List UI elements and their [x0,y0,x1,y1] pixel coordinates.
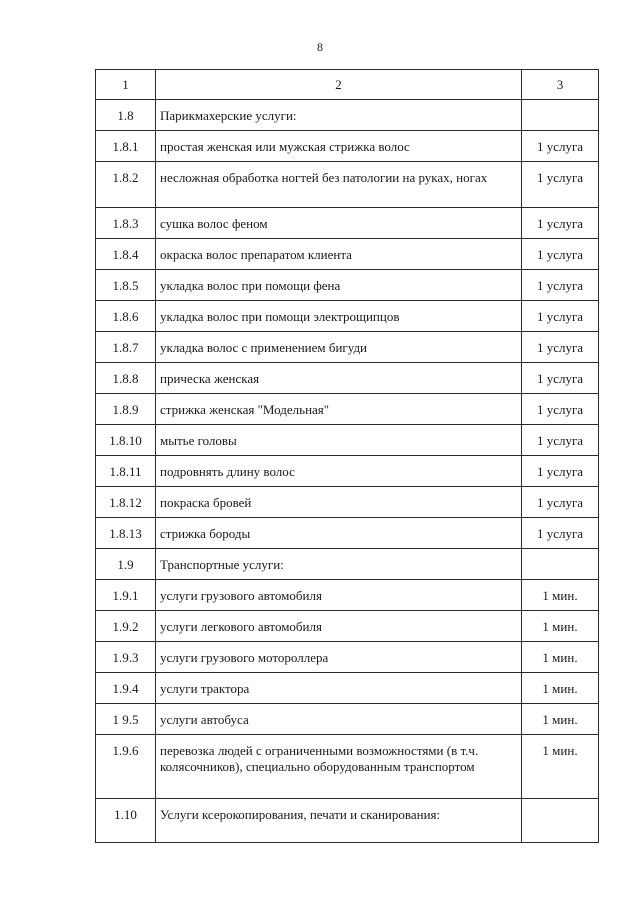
service-name-cell: укладка волос при помощи электрощипцов [156,301,522,332]
row-number-cell: 1.8.1 [96,131,156,162]
service-name-cell: укладка волос при помощи фена [156,270,522,301]
table-row [96,208,599,239]
unit-cell: 1 услуга [522,301,599,332]
row-number-cell: 1.8.2 [96,162,156,208]
service-name-cell: укладка волос с применением бигуди [156,332,522,363]
table-row [96,425,599,456]
service-name-cell: услуги трактора [156,673,522,704]
table-row [96,735,599,799]
row-number-cell: 1.9.1 [96,580,156,611]
unit-cell [522,799,599,843]
column-header-unit: 3 [522,70,599,100]
row-number-cell: 1.8.8 [96,363,156,394]
service-name-cell: сушка волос феном [156,208,522,239]
unit-cell: 1 услуга [522,332,599,363]
service-name-cell: услуги легкового автомобиля [156,611,522,642]
row-number-cell: 1.9.2 [96,611,156,642]
service-name-cell: окраска волос препаратом клиента [156,239,522,270]
unit-cell: 1 услуга [522,270,599,301]
unit-cell: 1 услуга [522,208,599,239]
table-row [96,673,599,704]
service-name-cell: услуги грузового мотороллера [156,642,522,673]
table-row [96,580,599,611]
row-number-cell: 1.8.11 [96,456,156,487]
service-name-cell: Парикмахерские услуги: [156,100,522,131]
service-name-cell: услуги грузового автомобиля [156,580,522,611]
row-number-cell: 1.9.6 [96,735,156,799]
column-header-service: 2 [156,70,522,100]
service-name-cell: услуги автобуса [156,704,522,735]
unit-cell: 1 услуга [522,456,599,487]
service-name-cell: покраска бровей [156,487,522,518]
page-number: 8 [317,40,323,54]
unit-cell: 1 мин. [522,735,599,799]
unit-cell: 1 услуга [522,425,599,456]
row-number-cell: 1.10 [96,799,156,843]
row-number-cell: 1.8.5 [96,270,156,301]
table-row [96,394,599,425]
service-name-cell: простая женская или мужская стрижка волос [156,131,522,162]
service-name-cell: несложная обработка ногтей без патологии на руках, ногах [156,162,522,208]
table-row [96,799,599,843]
table-row [96,642,599,673]
service-name-cell: прическа женская [156,363,522,394]
row-number-cell: 1.9.4 [96,673,156,704]
unit-cell [522,549,599,580]
table-row [96,239,599,270]
service-name-cell: стрижка бороды [156,518,522,549]
row-number-cell: 1.8.4 [96,239,156,270]
row-number-cell: 1.8.9 [96,394,156,425]
table-row [96,301,599,332]
unit-cell: 1 услуга [522,239,599,270]
service-name-cell: стрижка женская "Модельная" [156,394,522,425]
unit-cell: 1 мин. [522,580,599,611]
service-name-cell: мытье головы [156,425,522,456]
table-row [96,487,599,518]
unit-cell: 1 услуга [522,394,599,425]
table-row [96,162,599,208]
unit-cell: 1 услуга [522,518,599,549]
unit-cell: 1 услуга [522,363,599,394]
row-number-cell: 1.8.12 [96,487,156,518]
unit-cell: 1 услуга [522,487,599,518]
unit-cell: 1 мин. [522,704,599,735]
unit-cell: 1 мин. [522,611,599,642]
row-number-cell: 1.8.10 [96,425,156,456]
row-number-cell: 1.8 [96,100,156,131]
unit-cell: 1 услуга [522,162,599,208]
table-header-row [96,70,599,100]
service-name-cell: подровнять длину волос [156,456,522,487]
table-row [96,704,599,735]
table-row [96,270,599,301]
table-row [96,363,599,394]
table-row [96,456,599,487]
table-row [96,131,599,162]
row-number-cell: 1.8.7 [96,332,156,363]
table-row [96,518,599,549]
unit-cell [522,100,599,131]
row-number-cell: 1.8.3 [96,208,156,239]
table-row [96,549,599,580]
service-name-cell: Транспортные услуги: [156,549,522,580]
service-name-cell: перевозка людей с ограниченными возможностями (в т.ч. колясочников), специально оборудованным транспортом [156,735,522,799]
unit-cell: 1 услуга [522,131,599,162]
row-number-cell: 1.8.6 [96,301,156,332]
unit-cell: 1 мин. [522,642,599,673]
row-number-cell: 1.9 [96,549,156,580]
row-number-cell: 1.8.13 [96,518,156,549]
services-table [95,69,599,843]
table-row [96,611,599,642]
table-row [96,100,599,131]
column-header-number: 1 [96,70,156,100]
unit-cell: 1 мин. [522,673,599,704]
table-row [96,332,599,363]
service-name-cell: Услуги ксерокопирования, печати и сканирования: [156,799,522,843]
row-number-cell: 1 9.5 [96,704,156,735]
row-number-cell: 1.9.3 [96,642,156,673]
